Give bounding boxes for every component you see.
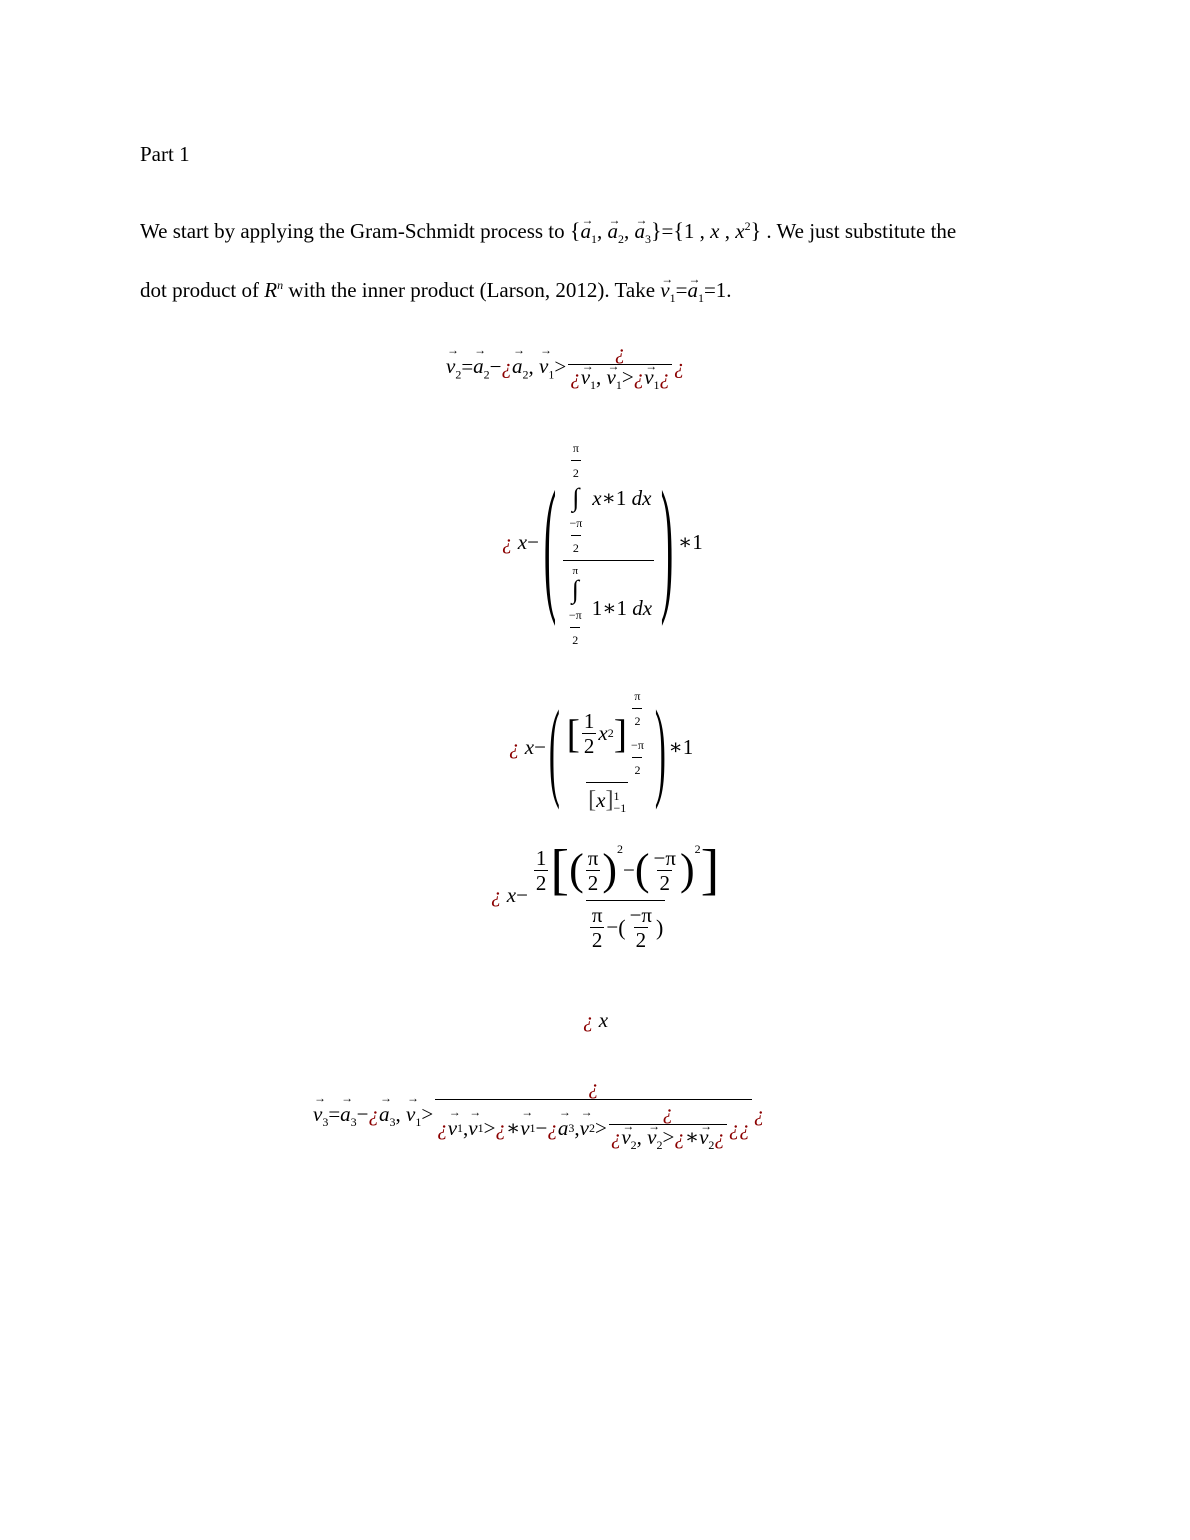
paragraph-text: with the inner product (Larson, 2012). Take bbox=[288, 278, 656, 302]
equation-v3-definition: → $v_3=\to$ $a_3-¿\to a_3$, → $v_1>$ ¿ ¿ → v 1 , → v 1 > ¿ ∗ → v 1 − ¿ → a 3 , → v 2 > $\frac{¿}{¿\to v_2, \to v_2>¿∗\to v_2¿}$ ¿¿ ¿ bbox=[313, 1075, 764, 1157]
equation-integral-step: ¿ x−( $\frac{\pi}{2}$ ∫ $\frac{-\pi}{2}$ x∗1 dx π ∫ $\frac{-\pi}{2}$ 1∗1 dx ) ∗1 bbox=[502, 436, 703, 652]
paragraph-text: . We just substitute the bbox=[766, 219, 957, 243]
equation-antiderivative-step: ¿ x−( [ $\frac{1}{2}$ x 2 ] $\frac{\pi}{2}$ $\frac{-\pi}{2}$ [x] 1 −1 ) ∗1 bbox=[509, 688, 694, 816]
section-heading: Part 1 bbox=[140, 142, 190, 166]
vector-set-expression: {→ $a_1$, → $a_2$, → $a_3\}=\{1$ , x , $x^2$} bbox=[570, 219, 767, 243]
paragraph-text: dot product of bbox=[140, 278, 259, 302]
equation-evaluated-step: ¿ x− $\frac{1}{2}$ [ ( $\frac{\pi}{2}$ ) $^2$ − ( $\frac{-\pi}{2}$ ) $^2$ ] $\frac{\pi}{2}$ − ( $\frac{-\pi}{2}$ ) bbox=[491, 839, 720, 952]
paragraph-line-1 bbox=[140, 213, 956, 252]
v1-definition: → $v_1=\to a_1=1$ bbox=[660, 278, 726, 302]
paragraph-text: We start by applying the Gram-Schmidt process to bbox=[140, 219, 565, 243]
equation-result-x: ¿ x bbox=[583, 1008, 609, 1032]
paragraph-line-2: dot product of $R^n$ with the inner product (Larson, 2012). Take → $v_1=\to a_1=1$. bbox=[140, 272, 732, 311]
equation-v2-definition: → $v_2=\to$ $a_2-¿\to a_2$, → $v_1>$ $\frac{¿}{¿\to v_1, \to v_1>¿\to v_1¿}$ ¿ bbox=[446, 340, 685, 397]
space-symbol: $R^n$ bbox=[264, 278, 284, 302]
